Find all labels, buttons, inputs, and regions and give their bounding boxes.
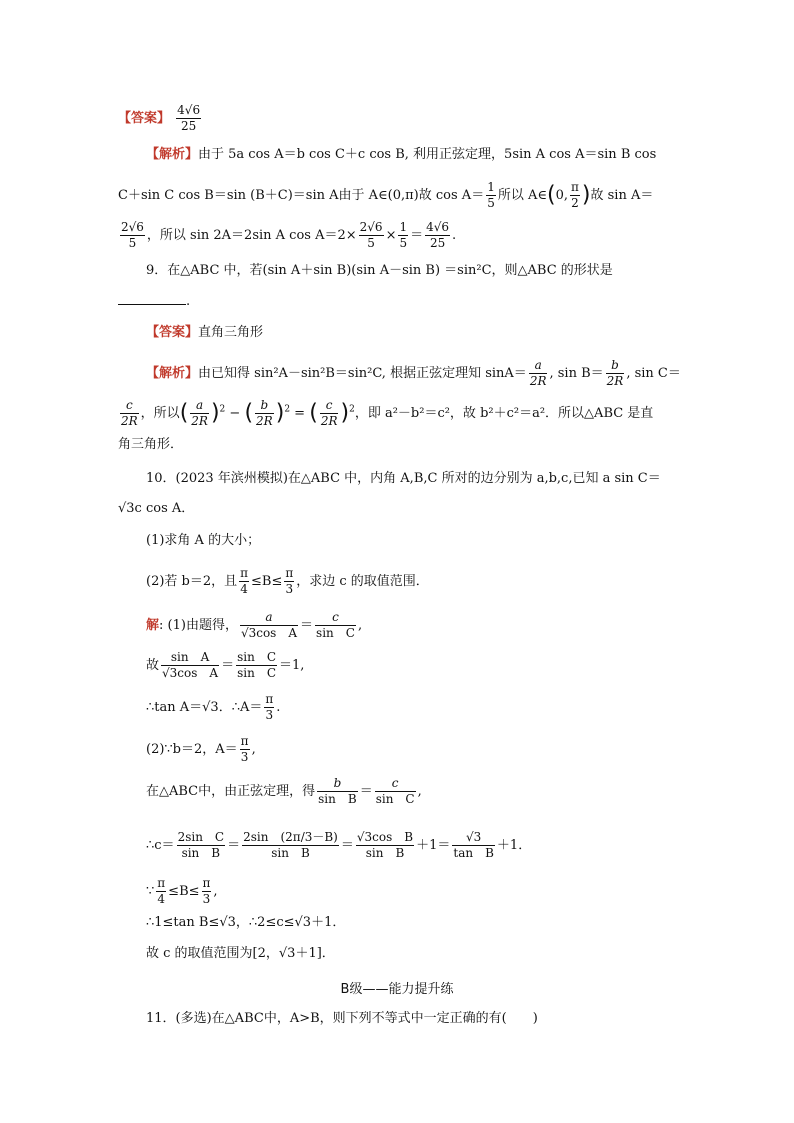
q10-solution-line-6: ∴c＝ $\frac{\text{2sin C}}{\text{sin B}}$ ＝ $\frac{2\sin (2\pi/3-B)}{\text{sin B}}$ ＝ $\frac{\text{√3cos B}}{\text{sin B}}$ ＋1＝ $\frac{√3}{\text{tan B}}$ ＋1． bbox=[146, 830, 532, 860]
q8-analysis-line-1: 【解析】由于 5a cos A＝b cos C＋c cos B, 利用正弦定理，5sin A cos A＝sin B cos bbox=[146, 147, 657, 162]
q10-solution-line-7: ∵ $\frac{\pi}{4}$ ≤B≤ $\frac{\pi}{3}$ , bbox=[146, 876, 218, 906]
q10-stem-line-1: 10．(2023 年滨州模拟)在△ABC 中，内角 A,B,C 所对的边分别为 a,b,c,已知 a sin C＝ bbox=[146, 471, 661, 486]
q8-analysis-line-3: $\frac{2√6}{5}$ ，所以 sin 2A＝2sin A cos A＝2× $\frac{2√6}{5}$ × $\frac{1}{5}$ ＝ $\frac{4√6}{25}$ . bbox=[121, 220, 457, 250]
q8-answer-line bbox=[118, 103, 203, 134]
q9-answer-line: 【答案】直角三角形 bbox=[146, 325, 264, 340]
q11-stem: 11．(多选)在△ABC中，A>B，则下列不等式中一定正确的有( ) bbox=[146, 1011, 538, 1026]
q9-analysis-line-1: 【解析】由已知得 sin²A－sin²B＝sin²C, 根据正弦定理知 sinA＝ $\frac{a}{2R}$ , sin B＝ $\frac{b}{2R}$ , sin C＝ bbox=[146, 358, 681, 388]
q9-stem-line-1: 9．在△ABC 中，若(sin A＋sin B)(sin A－sin B) ＝sin²C，则△ABC 的形状是 bbox=[146, 263, 613, 278]
q10-solution-line-9: 故 c 的取值范围为[2，√3＋1]． bbox=[146, 946, 335, 961]
section-heading: B级——能力提升练 bbox=[340, 982, 454, 997]
answer-blank bbox=[118, 292, 186, 305]
q10-part-2: (2)若 b＝2，且 $\frac{\pi}{4}$ ≤B≤ $\frac{\pi}{3}$ ，求边 c 的取值范围． bbox=[146, 566, 429, 596]
q10-solution-line-8: ∴1≤tan B≤√3，∴2≤c≤√3＋1． bbox=[146, 915, 346, 930]
q10-solution-line-5: 在△ABC中，由正弦定理，得 $\frac{b}{\text{sin B}}$ ＝ $\frac{c}{\text{sin C}}$ , bbox=[146, 776, 422, 806]
q10-solution-line-3: ∴tan A＝√3．∴A＝ $\frac{\pi}{3}$ . bbox=[146, 692, 281, 722]
q9-analysis-line-3: 角三角形． bbox=[118, 437, 184, 452]
q8-analysis-line-2: C＋sin C cos B＝sin (B＋C)＝sin A由于 A∈(0,π)故 cos A＝ $\frac{1}{5}$ 所以 A∈(0, $\frac{\pi}{2}$ )故 sin A＝ bbox=[118, 180, 654, 210]
answer-tag: 【答案】 bbox=[118, 111, 171, 126]
q10-solution-line-1: 解: (1)由题得， $\frac{a}{\text{√3cos A}}$ ＝ $\frac{c}{\text{sin C}}$ , bbox=[146, 610, 363, 640]
analysis-tag: 【解析】 bbox=[146, 147, 199, 162]
q10-solution-line-4: (2)∵b＝2，A＝ $\frac{\pi}{3}$ , bbox=[146, 734, 256, 764]
q10-solution-line-2: 故 $\frac{\text{sin A}}{\text{√3cos A}}$ ＝ $\frac{\text{sin C}}{\text{sin C}}$ ＝1, bbox=[146, 650, 305, 680]
q10-stem-line-2: √3c cos A． bbox=[118, 501, 195, 516]
fraction: $\frac{4√6}{25}$ bbox=[177, 103, 201, 133]
q9-stem-line-2: . bbox=[118, 292, 190, 311]
q10-part-1: (1)求角 A 的大小； bbox=[146, 533, 261, 548]
q9-analysis-line-2: $\frac{c}{2R}$ ，所以( $\frac{a}{2R}$ )$^2$ − ( $\frac{b}{2R}$ )$^2$ = ( $\frac{c}{2R}$ )$^2$，即 a²－b²＝c²，故 b²＋c²＝a²．所以△ABC 是直 bbox=[121, 398, 654, 428]
